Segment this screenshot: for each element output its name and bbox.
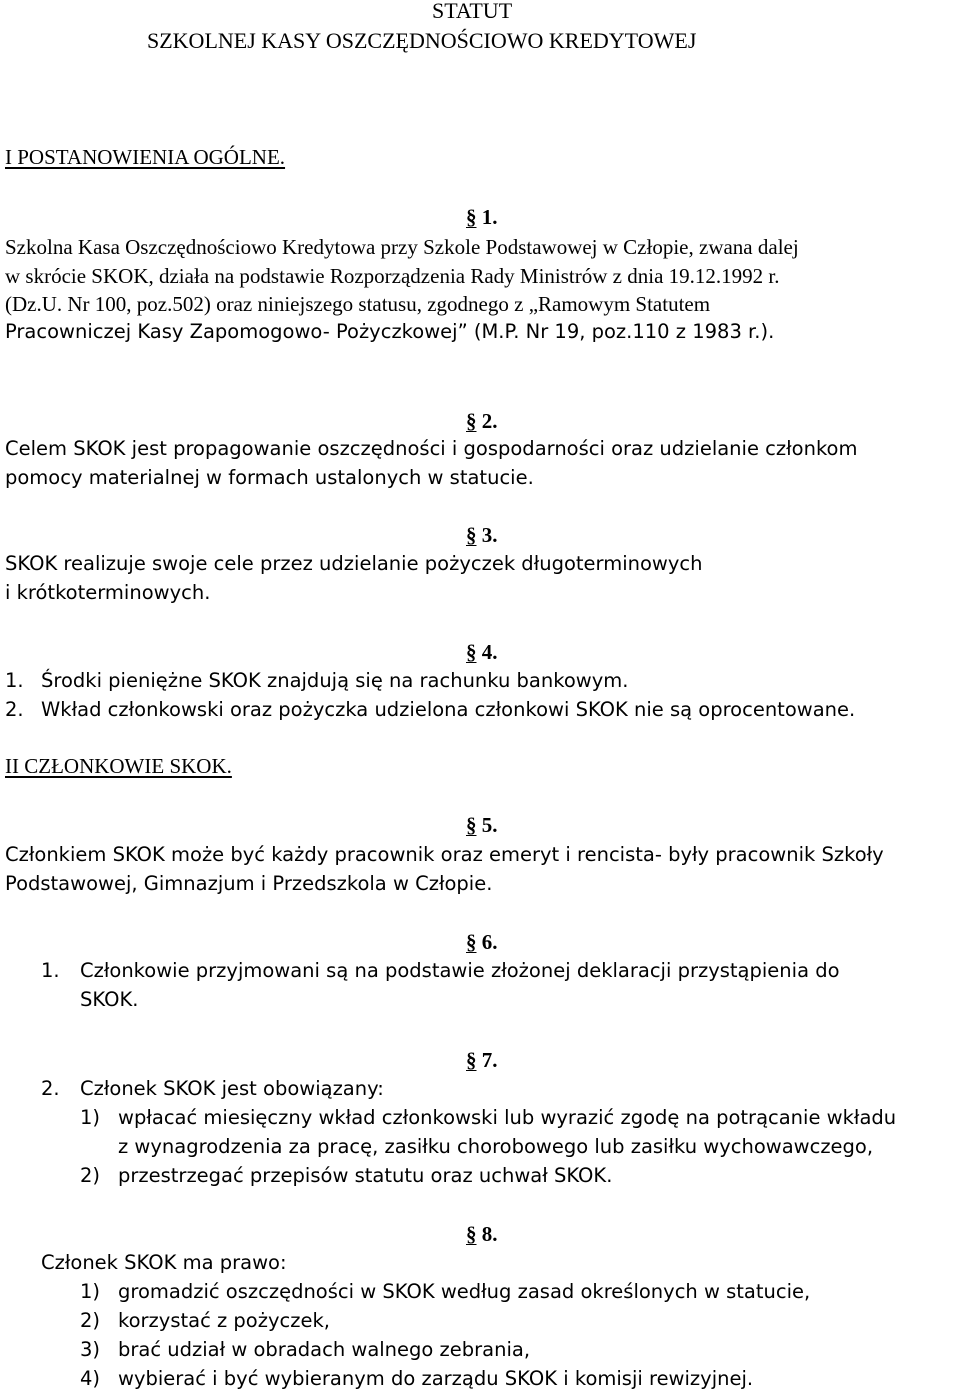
paragraph-8-sub-3: brać udział w obradach walnego zebrania,	[118, 1338, 531, 1361]
section-heading-4	[466, 638, 498, 666]
paragraph-1-line-3a: (Dz.U. Nr 100, poz.	[5, 292, 173, 316]
section-heading-3	[466, 521, 498, 549]
paragraph-2-line-2: pomocy materialnej w formach ustalonych w statucie.	[5, 466, 534, 489]
section-mark: §	[466, 523, 477, 547]
sub-item-number: 4)	[80, 1367, 101, 1390]
paragraph-1-line-2: w skrócie SKOK, działa na podstawie Rozporządzenia Rady Ministrów z dnia 19.12.1992 r.	[5, 264, 780, 288]
paragraph-1-line-1: Szkolna Kasa Oszczędnościowo Kredytowa przy Szkole Podstawowej w Człopie, zwana dalej	[5, 235, 799, 259]
chapter-heading-2: II CZŁONKOWIE SKOK.	[5, 754, 232, 778]
paragraph-3-line-2: i krótkoterminowych.	[5, 581, 211, 604]
list-item-number: 1.	[5, 669, 24, 692]
paragraph-5-line-1: Członkiem SKOK może być każdy pracownik oraz emeryt i rencista- były pracownik Szkoły	[5, 843, 884, 866]
paragraph-4-item-1: Środki pieniężne SKOK znajdują się na rachunku bankowym.	[41, 669, 629, 692]
paragraph-8-sub-4: wybierać i być wybieranym do zarządu SKOK i komisji rewizyjnej.	[118, 1367, 754, 1390]
section-heading-8	[466, 1220, 498, 1248]
paragraph-2-line-1: Celem SKOK jest propagowanie oszczędności i gospodarności oraz udzielanie członkom	[5, 437, 858, 460]
section-heading-2	[466, 407, 498, 435]
paragraph-1-line-4: Pracowniczej Kasy Zapomogowo- Pożyczkowej” (M.P. Nr 19, poz.110 z 1983 r.).	[5, 320, 775, 343]
paragraph-3-line-1: SKOK realizuje swoje cele przez udzielanie pożyczek długoterminowych	[5, 552, 703, 575]
section-heading-1	[466, 203, 498, 231]
document-subtitle: SZKOLNEJ KASY OSZCZĘDNOŚCIOWO KREDYTOWEJ	[147, 28, 697, 53]
sub-item-number: 1)	[80, 1280, 101, 1303]
section-number: 2.	[481, 409, 498, 433]
paragraph-1-line-3b: 502) oraz niniejszego statusu, zgodnego z „Ramowym Statutem	[172, 292, 711, 316]
section-number: 8.	[481, 1222, 498, 1246]
paragraph-4-item-2: Wkład członkowski oraz pożyczka udzielona członkowi SKOK nie są oprocentowane.	[41, 698, 856, 721]
section-mark: §	[466, 205, 477, 229]
section-heading-5	[466, 811, 498, 839]
paragraph-8-sub-2: korzystać z pożyczek,	[118, 1309, 330, 1332]
paragraph-7-sub-2: przestrzegać przepisów statutu oraz uchwał SKOK.	[118, 1164, 613, 1187]
section-mark: §	[466, 409, 477, 433]
paragraph-6-line-1: Członkowie przyjmowani są na podstawie złożonej deklaracji przystąpienia do	[80, 959, 840, 982]
document-title: STATUT	[432, 0, 513, 23]
section-number: 1.	[481, 205, 498, 229]
paragraph-6-line-2: SKOK.	[80, 988, 139, 1011]
paragraph-7-sub-1-line-1: wpłacać miesięczny wkład członkowski lub wyrazić zgodę na potrącanie wkładu	[118, 1106, 897, 1129]
paragraph-8-sub-1: gromadzić oszczędności w SKOK według zasad określonych w statucie,	[118, 1280, 811, 1303]
sub-item-number: 2)	[80, 1164, 101, 1187]
section-heading-7	[466, 1046, 498, 1074]
section-number: 7.	[481, 1048, 498, 1072]
list-item-number: 2.	[41, 1077, 60, 1100]
section-mark: §	[466, 930, 477, 954]
section-number: 6.	[481, 930, 498, 954]
paragraph-7-intro: Członek SKOK jest obowiązany:	[80, 1077, 384, 1100]
sub-item-number: 2)	[80, 1309, 101, 1332]
list-item-number: 2.	[5, 698, 24, 721]
section-number: 3.	[481, 523, 498, 547]
sub-item-number: 1)	[80, 1106, 101, 1129]
section-number: 5.	[481, 813, 498, 837]
paragraph-7-sub-1-line-2: z wynagrodzenia za pracę, zasiłku chorobowego lub zasiłku wychowawczego,	[118, 1135, 874, 1158]
paragraph-8-intro: Członek SKOK ma prawo:	[41, 1251, 287, 1274]
paragraph-1-line-3	[5, 290, 710, 318]
section-mark: §	[466, 1048, 477, 1072]
paragraph-5-line-2: Podstawowej, Gimnazjum i Przedszkola w Człopie.	[5, 872, 493, 895]
chapter-heading-1: I POSTANOWIENIA OGÓLNE.	[5, 145, 286, 169]
section-heading-6	[466, 928, 498, 956]
list-item-number: 1.	[41, 959, 60, 982]
section-mark: §	[466, 1222, 477, 1246]
section-mark: §	[466, 640, 477, 664]
sub-item-number: 3)	[80, 1338, 101, 1361]
section-mark: §	[466, 813, 477, 837]
section-number: 4.	[481, 640, 498, 664]
